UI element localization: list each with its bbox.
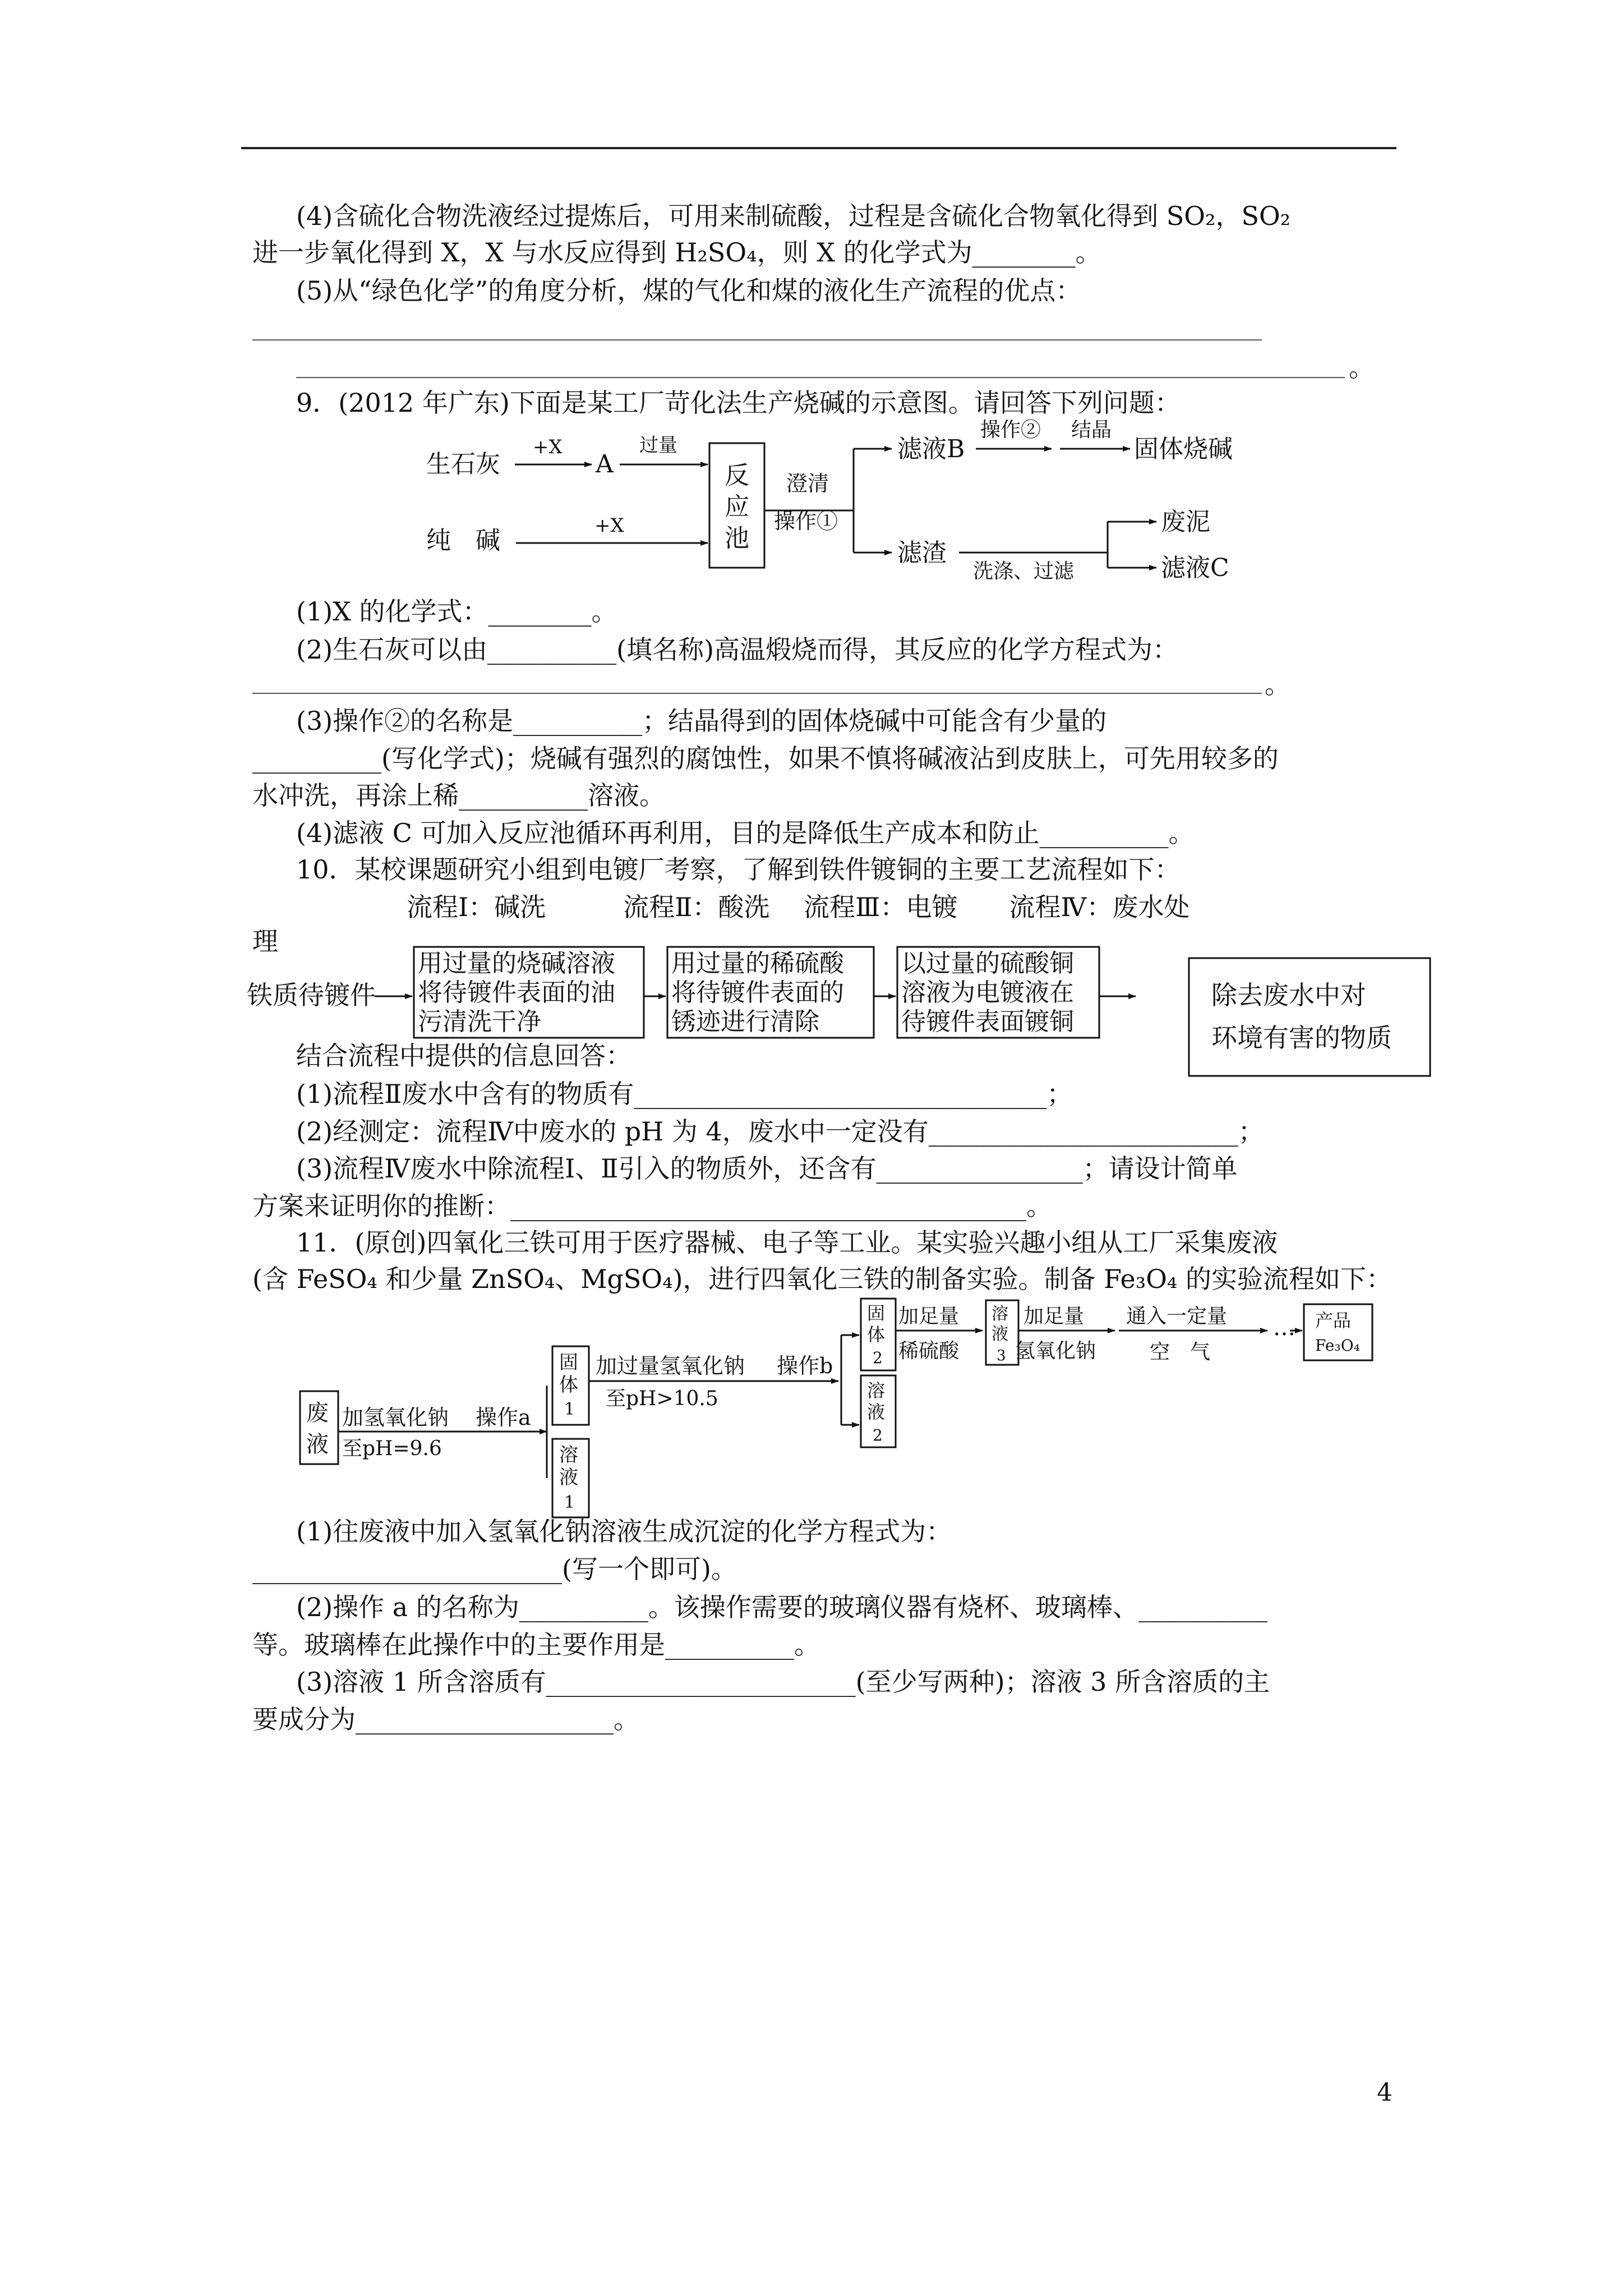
- q8-part4-line2: 进一步氧化得到 X，X 与水反应得到 H₂SO₄，则 X 的化学式为________。: [252, 237, 1101, 268]
- label-ph105: 至pH>10.5: [606, 1387, 718, 1410]
- answer-blank: [252, 693, 1262, 694]
- q9-intro: 9．(2012 年广东)下面是某工厂苛化法生产烧碱的示意图。请回答下列问题：: [296, 388, 1181, 418]
- box1-line1: 用过量的烧碱溶液: [418, 949, 615, 978]
- label-op2: 操作②: [980, 418, 1041, 441]
- q9-part1: (1)X 的化学式：________。: [296, 596, 617, 627]
- label-residue: 滤渣: [897, 539, 947, 567]
- q11-intro-line1: 11．(原创)四氧化三铁可用于医疗器械、电子等工业。某实验兴趣小组从工厂采集废液: [296, 1227, 1278, 1258]
- reactor-char-3: 池: [725, 524, 749, 553]
- box3-line2: 溶液为电镀液在: [901, 978, 1074, 1007]
- q9-part3-line2: __________(写化学式)；烧碱有强烈的腐蚀性，如果不慎将碱液沾到皮肤上，可先用较多的: [252, 743, 1279, 774]
- box4-line1: 除去废水中对: [1211, 980, 1366, 1010]
- q11-part2-line2: 等。玻璃棒在此操作中的主要作用是__________。: [252, 1630, 820, 1660]
- q11-part1-line2: ________________________(写一个即可)。: [252, 1554, 737, 1584]
- solid1-char-3: 1: [564, 1400, 575, 1419]
- label-add-enough-2: 加足量: [1023, 1305, 1085, 1328]
- q10-intro: 10．某校课题研究小组到电镀厂考察，了解到铁件镀铜的主要工艺流程如下：: [296, 854, 1181, 885]
- label-dilute-h2so4: 稀硫酸: [898, 1340, 960, 1363]
- label-filtrate-b: 滤液B: [897, 435, 965, 463]
- q9-part3-line3: 水冲洗，再涂上稀__________溶液。: [252, 780, 665, 811]
- label-op-a: 操作a: [476, 1405, 531, 1430]
- q8-part4-line1: (4)含硫化合物洗液经过提炼后，可用来制硫酸，过程是含硫化合物氧化得到 SO₂，SO₂: [296, 201, 1291, 231]
- box4-line2: 环境有害的物质: [1211, 1023, 1392, 1053]
- waste-char-1: 废: [306, 1400, 329, 1426]
- q10-part3-line1: (3)流程Ⅳ废水中除流程Ⅰ、Ⅱ引入的物质外，还含有________________；请设计简单: [296, 1153, 1238, 1184]
- q8-part5-line1: (5)从“绿色化学”的角度分析，煤的气化和煤的液化生产流程的优点：: [296, 275, 1082, 306]
- solid2-char-1: 固: [867, 1303, 886, 1324]
- q8-part5-end: 。: [1349, 352, 1375, 383]
- label-naoh: 氢氧化钠: [1015, 1340, 1096, 1363]
- solution1-char-2: 液: [559, 1466, 578, 1489]
- q10-flows: 流程Ⅰ：碱洗 流程Ⅱ：酸洗 流程Ⅲ：电镀 流程Ⅳ：废水处: [407, 892, 1190, 922]
- label-soda: 纯 碱: [426, 526, 500, 555]
- label-plus-x-2: +X: [594, 514, 624, 537]
- solid2-char-3: 2: [873, 1349, 883, 1367]
- label-dots: …: [1273, 1315, 1295, 1341]
- process-box-4: [1189, 958, 1430, 1076]
- label-a: A: [596, 450, 614, 478]
- label-filtrate-c: 滤液C: [1161, 554, 1229, 582]
- label-add-naoh: 加氢氧化钠: [342, 1405, 449, 1430]
- q10-flows-cont: 理: [252, 926, 278, 956]
- label-crystallize: 结晶: [1071, 418, 1112, 441]
- label-quicklime: 生石灰: [426, 450, 500, 478]
- label-add-excess-naoh: 加过量氢氧化钠: [596, 1354, 745, 1378]
- q10-prompt: 结合流程中提供的信息回答：: [296, 1041, 631, 1071]
- box2-line3: 锈迹进行清除: [671, 1007, 819, 1036]
- q9-part2-line1: (2)生石灰可以由__________(填名称)高温煅烧而得，其反应的化学方程式为：: [296, 634, 1179, 665]
- q9-part3-line1: (3)操作②的名称是__________；结晶得到的固体烧碱中可能含有少量的: [296, 706, 1107, 736]
- label-air-in: 通入一定量: [1126, 1305, 1228, 1328]
- q11-part1-line1: (1)往废液中加入氢氧化钠溶液生成沉淀的化学方程式为：: [296, 1516, 952, 1547]
- q11-part3-line1: (3)溶液 1 所含溶质有________________________(至少写两种)；溶液 3 所含溶质的主: [296, 1667, 1270, 1697]
- box2-line2: 将待镀件表面的: [671, 978, 844, 1007]
- q9-part4: (4)滤液 C 可加入反应池循环再利用，目的是降低生产成本和防止__________。: [296, 818, 1195, 848]
- q10-part2: (2)经测定：流程Ⅳ中废水的 pH 为 4，废水中一定没有________________________；: [296, 1116, 1264, 1147]
- solution2-char-2: 液: [867, 1401, 886, 1423]
- q11-intro-line2: (含 FeSO₄ 和少量 ZnSO₄、MgSO₄)，进行四氧化三铁的制备实验。制备 Fe₃O₄ 的实验流程如下：: [252, 1264, 1392, 1294]
- box1-line3: 污清洗干净: [418, 1007, 541, 1036]
- reactor-char-1: 反: [725, 461, 749, 490]
- label-air: 空 气: [1150, 1341, 1211, 1364]
- label-start: 铁质待镀件: [247, 980, 376, 1010]
- box1-line2: 将待镀件表面的油: [418, 978, 615, 1007]
- box3-line3: 待镀件表面镀铜: [901, 1007, 1074, 1036]
- solution1-char-3: 1: [564, 1493, 575, 1512]
- label-solid-caustic: 固体烧碱: [1134, 435, 1233, 463]
- label-wash-filter: 洗涤、过滤: [973, 560, 1075, 583]
- solid1-char-1: 固: [559, 1351, 578, 1374]
- solution3-char-1: 溶: [992, 1304, 1008, 1324]
- label-op-b: 操作b: [777, 1354, 833, 1378]
- q9-flow-diagram: [426, 418, 1233, 583]
- q11-part2-line1: (2)操作 a 的名称为__________。该操作需要的玻璃仪器有烧杯、玻璃棒、__________: [296, 1592, 1267, 1622]
- solution3-char-3: 3: [997, 1347, 1006, 1364]
- waste-char-2: 液: [306, 1432, 329, 1457]
- reactor-char-2: 应: [725, 493, 749, 521]
- solution3-char-2: 液: [992, 1324, 1008, 1344]
- solution2-char-1: 溶: [867, 1380, 886, 1401]
- label-excess: 过量: [639, 434, 677, 457]
- label-op1: 操作①: [774, 509, 838, 533]
- solid1-char-2: 体: [559, 1374, 578, 1396]
- product-line2: Fe₃O₄: [1315, 1336, 1360, 1355]
- box3-line1: 以过量的硫酸铜: [901, 949, 1074, 978]
- label-ph96: 至pH=9.6: [342, 1437, 442, 1460]
- page-number: 4: [1377, 2078, 1393, 2107]
- label-clarify: 澄清: [786, 471, 829, 496]
- q11-flow-diagram: [300, 1299, 1372, 1517]
- label-plus-x: +X: [533, 436, 562, 458]
- label-waste-mud: 废泥: [1161, 508, 1210, 536]
- product-line1: 产品: [1315, 1310, 1352, 1331]
- solution2-char-3: 2: [873, 1426, 883, 1444]
- q11-part3-line2: 要成分为____________________。: [252, 1704, 639, 1734]
- label-add-enough-1: 加足量: [898, 1305, 960, 1328]
- q10-part3-line2: 方案来证明你的推断：________________________________________。: [252, 1191, 1052, 1221]
- q10-part1: (1)流程Ⅱ废水中含有的物质有________________________________；: [296, 1079, 1073, 1109]
- q9-part2-end: 。: [1265, 669, 1290, 700]
- solution1-char-1: 溶: [559, 1444, 578, 1466]
- solid2-char-2: 体: [867, 1324, 886, 1345]
- box2-line1: 用过量的稀硫酸: [671, 949, 844, 978]
